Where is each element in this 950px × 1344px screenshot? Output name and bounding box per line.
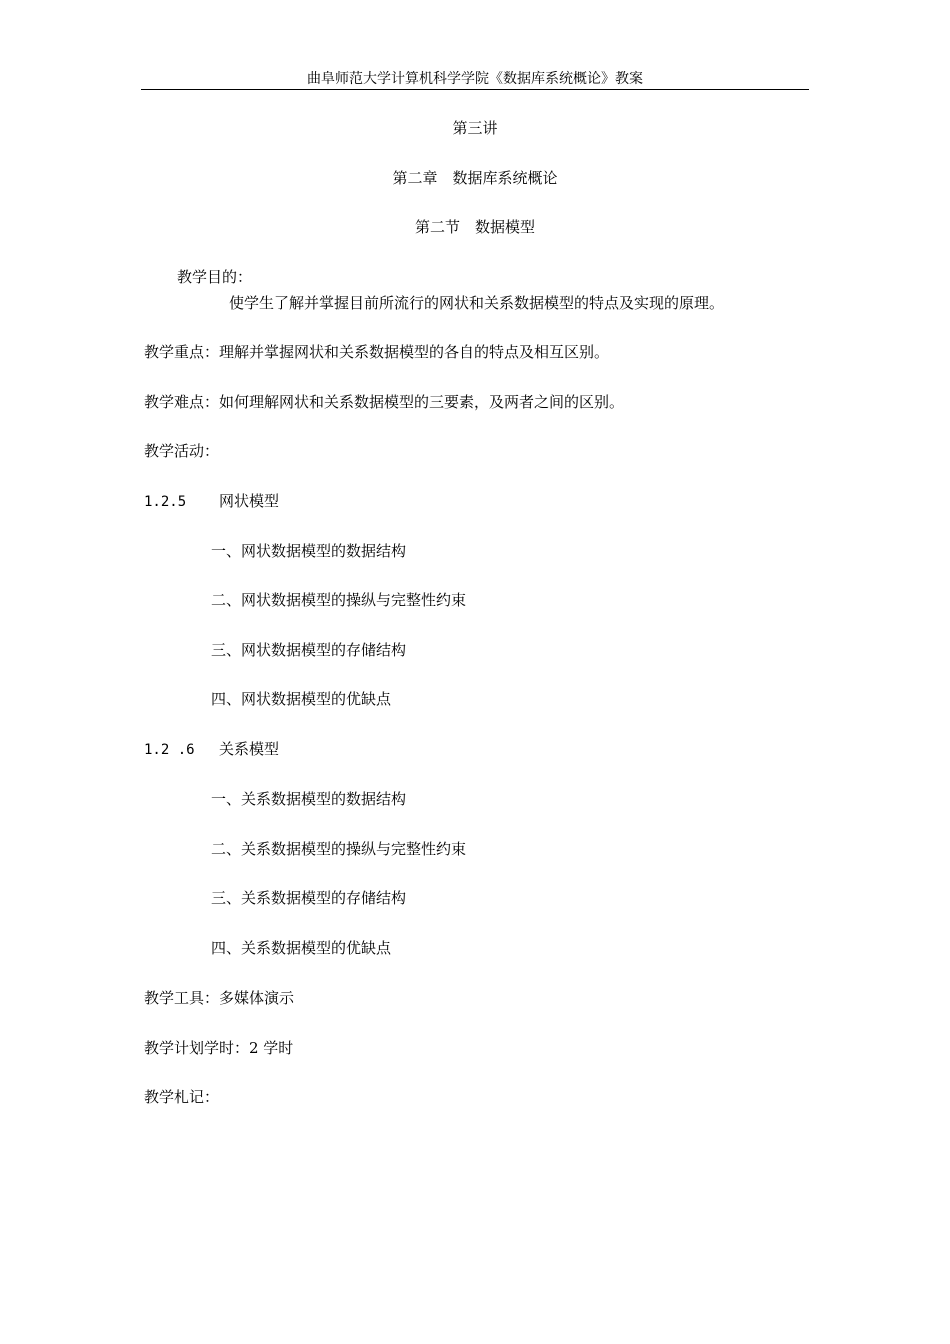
list-item: 四、网状数据模型的优缺点 [211,690,392,708]
teaching-notes-label: 教学札记： [144,1088,220,1106]
list-item: 一、网状数据模型的数据结构 [211,542,407,560]
list-item: 一、关系数据模型的数据结构 [211,790,407,808]
list-item: 四、关系数据模型的优缺点 [211,939,392,957]
objective-label: 教学目的： [177,268,253,286]
list-item: 二、关系数据模型的操纵与完整性约束 [211,840,467,858]
outline-number: 1.2.5 [144,494,187,510]
chapter-title: 第二章 数据库系统概论 [392,169,558,187]
page-header: 曲阜师范大学计算机科学学院《数据库系统概论》教案 [141,70,809,90]
activities-label: 教学活动： [144,442,220,460]
outline-heading-relational [144,739,279,760]
outline-number: 1.2 .6 [144,742,195,758]
list-item: 三、关系数据模型的存储结构 [211,889,407,907]
outline-heading-network [144,491,279,512]
planned-hours: 教学计划学时：2 学时 [144,1039,294,1057]
difficulties: 教学难点：如何理解网状和关系数据模型的三要素，及两者之间的区别。 [144,393,625,411]
list-item: 二、网状数据模型的操纵与完整性约束 [211,591,467,609]
outline-title: 关系模型 [219,740,280,758]
key-points: 教学重点：理解并掌握网状和关系数据模型的各自的特点及相互区别。 [144,343,610,361]
section-title: 第二节 数据模型 [414,218,535,236]
list-item: 三、网状数据模型的存储结构 [211,641,407,659]
teaching-tools: 教学工具：多媒体演示 [144,989,295,1007]
objective-text: 使学生了解并掌握目前所流行的网状和关系数据模型的特点及实现的原理。 [229,294,725,312]
lecture-title: 第三讲 [452,119,498,137]
outline-title: 网状模型 [219,492,280,510]
